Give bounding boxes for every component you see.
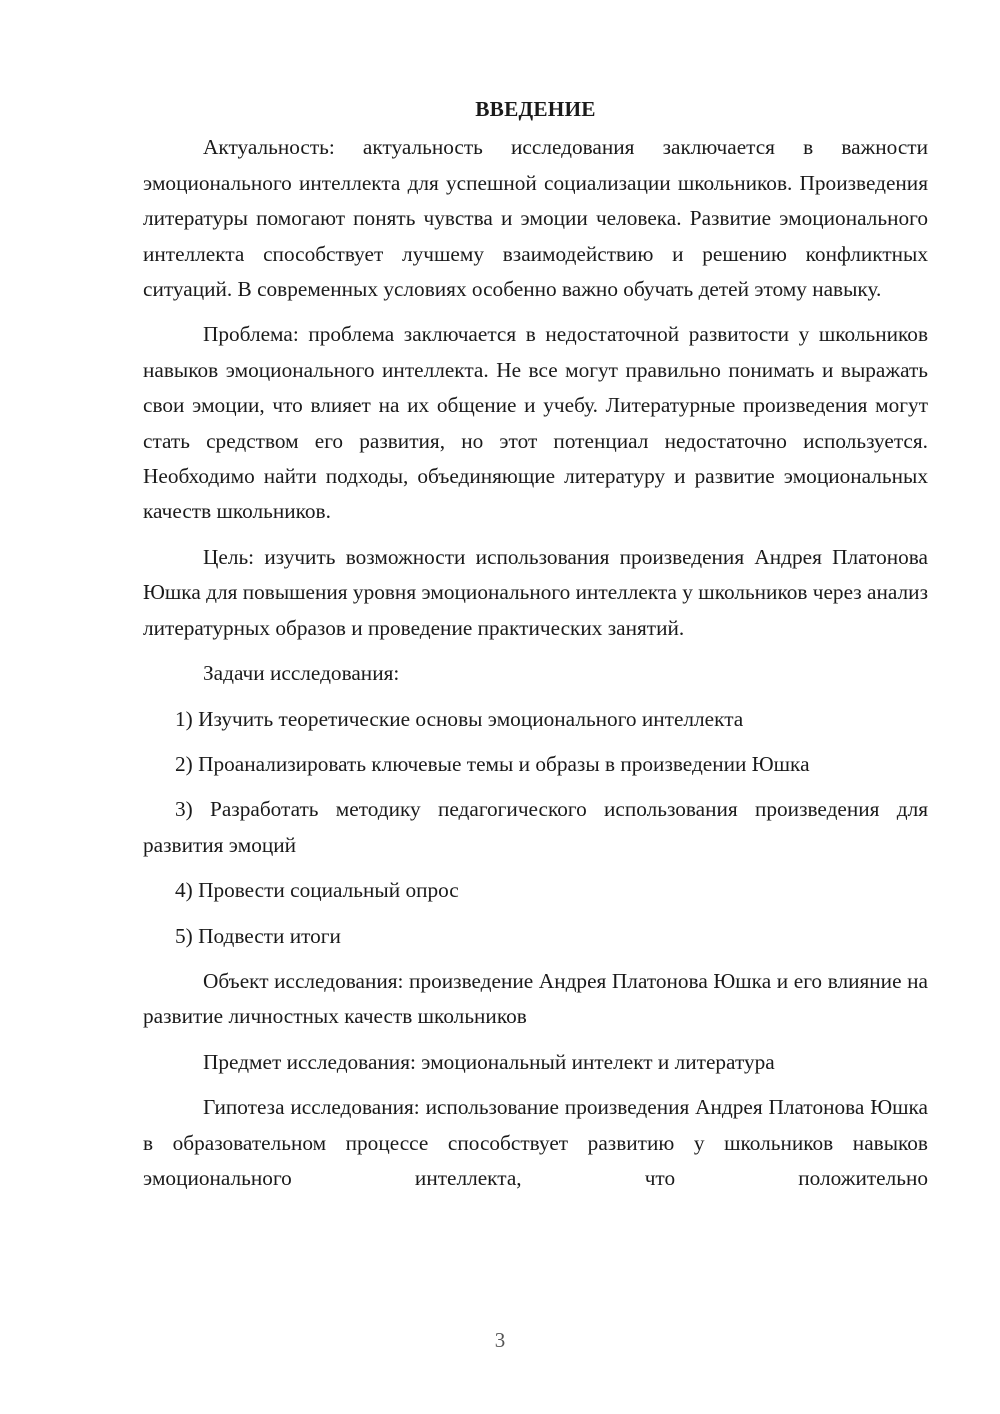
subject-paragraph: Предмет исследования: эмоциональный интелект и литература [203, 1049, 775, 1074]
task-item-3: 3) Разработать методику педагогического использования произведения для развития эмоций [143, 797, 928, 857]
task-item-5: 5) Подвести итоги [175, 923, 341, 948]
task-item-1: 1) Изучить теоретические основы эмоционального интеллекта [175, 706, 744, 731]
task-item-2: 2) Проанализировать ключевые темы и образы в произведении Юшка [175, 751, 810, 776]
goal-paragraph: Цель: изучить возможности использования произведения Андрея Платонова Юшка для повышения уровня эмоционального интеллекта у школьников через анализ литературных образов и проведение практических занятий. [143, 544, 928, 640]
task-item-4: 4) Провести социальный опрос [175, 878, 459, 903]
tasks-heading: Задачи исследования: [203, 661, 400, 686]
page-number: 3 [494, 1328, 506, 1352]
section-title: ВВЕДЕНИЕ [475, 97, 596, 121]
hypothesis-paragraph: Гипотеза исследования: использование произведения Андрея Платонова Юшка в образовательном процессе способствует развитию у школьников навыков эмоционального интеллекта, что положительно [143, 1095, 928, 1190]
problem-paragraph: Проблема: проблема заключается в недостаточной развитости у школьников навыков эмоционального интеллекта. Не все могут правильно понимать и выражать свои эмоции, что влияет на их общение и учебу. Литературные произведения могут стать средством его развития, но этот потенциал недостаточно используется. Необходимо найти подходы, объединяющие литературу и развитие эмоциональных качеств школьников. [143, 322, 928, 524]
document-page [143, 92, 928, 1206]
object-paragraph: Объект исследования: произведение Андрея Платонова Юшка и его влияние на развитие личностных качеств школьников [143, 968, 928, 1029]
relevance-paragraph: Актуальность: актуальность исследования заключается в важности эмоционального интеллекта для успешной социализации школьников. Произведения литературы помогают понять чувства и эмоции человека. Развитие эмоционального интеллекта способствует лучшему взаимодействию и решению конфликтных ситуаций. В современных условиях особенно важно обучать детей этому навыку. [143, 135, 928, 302]
